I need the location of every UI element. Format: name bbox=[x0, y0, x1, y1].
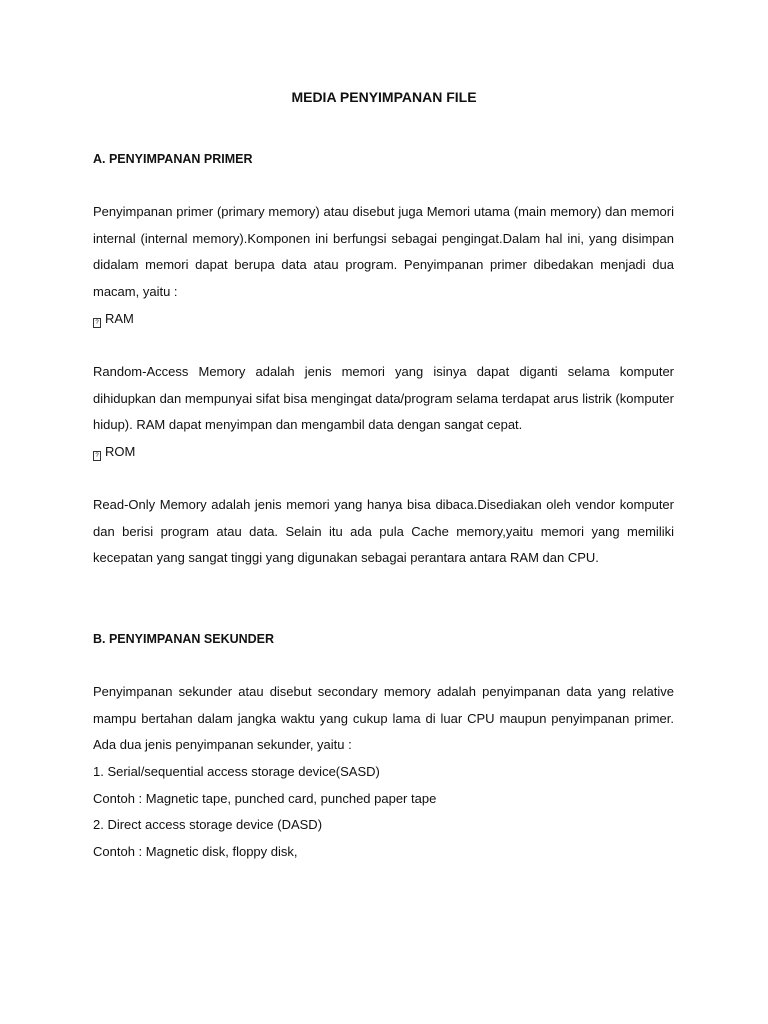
missing-glyph-icon: ? bbox=[93, 318, 101, 328]
ram-bullet-item bbox=[93, 306, 674, 333]
list-item: Contoh : Magnetic disk, floppy disk, bbox=[93, 844, 298, 859]
rom-label: ROM bbox=[105, 444, 136, 459]
section-a-heading: A. PENYIMPANAN PRIMER bbox=[93, 152, 253, 166]
section-a-intro: Penyimpanan primer (primary memory) atau disebut juga Memori utama (main memory) dan memori internal (internal memory).Komponen ini berfungsi sebagai pengingat.Dalam hal ini, yang disimpan didalam memori dapat berupa data atau program. Penyimpanan primer dibedakan menjadi dua macam, yaitu : bbox=[93, 204, 674, 299]
ram-description: Random-Access Memory adalah jenis memori yang isinya dapat diganti selama komputer dihidupkan dan mempunyai sifat bisa mengingat data/program selama terdapat arus listrik (komputer hidup). RAM dapat menyimpan dan mengambil data dengan sangat cepat. bbox=[93, 364, 674, 433]
list-item: 1. Serial/sequential access storage device(SASD) bbox=[93, 764, 380, 779]
ram-label: RAM bbox=[105, 311, 134, 326]
rom-bullet-item bbox=[93, 439, 674, 466]
section-b-heading: B. PENYIMPANAN SEKUNDER bbox=[93, 632, 275, 646]
section-b-intro: Penyimpanan sekunder atau disebut secondary memory adalah penyimpanan data yang relative mampu bertahan dalam jangka waktu yang cukup lama di luar CPU maupun penyimpanan primer. Ada dua jenis penyimpanan sekunder, yaitu : bbox=[93, 684, 674, 753]
missing-glyph-icon: ? bbox=[93, 451, 101, 461]
list-item: Contoh : Magnetic tape, punched card, punched paper tape bbox=[93, 791, 437, 806]
rom-description: Read-Only Memory adalah jenis memori yang hanya bisa dibaca.Disediakan oleh vendor komputer dan berisi program atau data. Selain itu ada pula Cache memory,yaitu memori yang memiliki kecepatan yang sangat tinggi yang digunakan sebagai perantara antara RAM dan CPU. bbox=[93, 497, 674, 566]
document-title: MEDIA PENYIMPANAN FILE bbox=[291, 89, 477, 105]
list-item: 2. Direct access storage device (DASD) bbox=[93, 817, 323, 832]
